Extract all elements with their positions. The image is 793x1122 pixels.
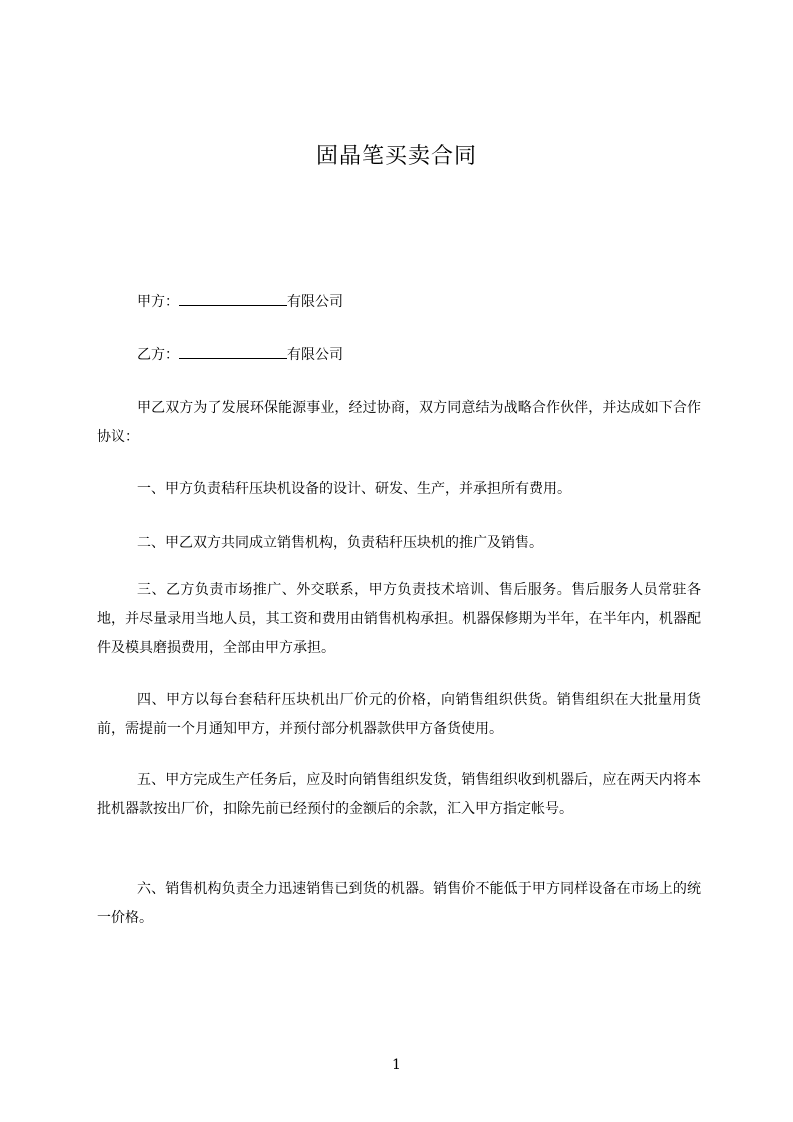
party-b-suffix: 有限公司 <box>287 347 343 363</box>
intro-paragraph: 甲乙双方为了发展环保能源事业，经过协商，双方同意结为战略合作伙伴，并达成如下合作协议： <box>97 400 701 445</box>
page-number: 1 <box>392 1057 401 1073</box>
party-a-suffix: 有限公司 <box>287 294 343 310</box>
clause-6: 六、销售机构负责全力迅速销售已到货的机器。销售价不能低于甲方同样设备在市场上的统一价格。 <box>97 881 701 926</box>
party-a-label: 甲方： <box>137 294 179 310</box>
clause-5: 五、甲方完成生产任务后，应及时向销售组织发货，销售组织收到机器后，应在两天内将本批机器款按出厂价，扣除先前已经预付的金额后的余款，汇入甲方指定帐号。 <box>97 772 701 817</box>
party-b-blank <box>179 344 287 359</box>
clause-4: 四、甲方以每台套秸秆压块机出厂价元的价格，向销售组织供货。销售组织在大批量用货前，需提前一个月通知甲方，并预付部分机器款供甲方备货使用。 <box>97 692 701 737</box>
document-title: 固晶笔买卖合同 <box>315 144 477 169</box>
party-b-line <box>137 344 343 365</box>
party-b-label: 乙方： <box>137 347 179 363</box>
clause-3: 三、乙方负责市场推广、外交联系，甲方负责技术培训、售后服务。售后服务人员常驻各地，并尽量录用当地人员，其工资和费用由销售机构承担。机器保修期为半年，在半年内，机器配件及模具磨损费用，全部由甲方承担。 <box>97 582 701 656</box>
party-a-blank <box>179 291 287 306</box>
party-a-line <box>137 291 343 312</box>
clause-1: 一、甲方负责秸秆压块机设备的设计、研发、生产，并承担所有费用。 <box>137 481 571 497</box>
clause-2: 二、甲乙双方共同成立销售机构，负责秸秆压块机的推广及销售。 <box>137 535 543 551</box>
